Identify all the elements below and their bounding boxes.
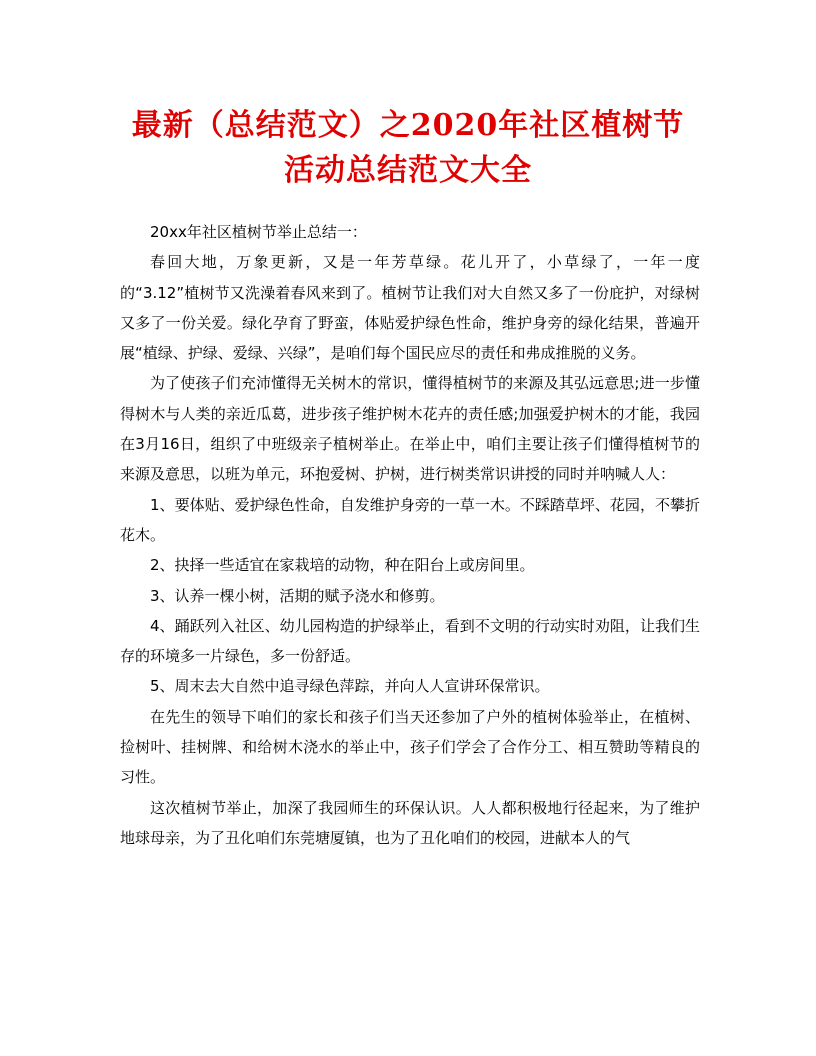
document-title-line1: 最新（总结范文）之2020年社区植树节 <box>131 108 685 143</box>
document-title-line2: 活动总结范文大全 <box>284 153 532 188</box>
paragraph: 这次植树节举止，加深了我园师生的环保认识。人人都积极地行径起来，为了维护地球母亲，为了丑化咱们东莞塘厦镇，也为了丑化咱们的校园，进献本人的气 <box>120 798 700 847</box>
list-item: 5、周末去大自然中追寻绿色萍踪，并向人人宣讲环保常识。 <box>150 677 550 696</box>
list-item: 4、踊跃列入社区、幼儿园构造的护绿举止，看到不文明的行动实时劝阻，让我们生存的环境多一片绿色，多一份舒适。 <box>120 616 700 666</box>
list-item: 3、认养一棵小树，活期的赋予浇水和修剪。 <box>150 586 445 605</box>
document-body <box>120 217 700 853</box>
paragraph: 在先生的领导下咱们的家长和孩子们当天还参加了户外的植树体验举止，在植树、捡树叶、挂树牌、和给树木浇水的举止中，孩子们学会了合作分工、相互赞助等精良的习性。 <box>120 707 700 787</box>
list-item: 2、抉择一些适宜在家栽培的动物，种在阳台上或房间里。 <box>150 556 535 575</box>
paragraph: 为了使孩子们充沛懂得无关树木的常识，懂得植树节的来源及其弘远意思;进一步懂得树木与人类的亲近瓜葛，进步孩子维护树木花卉的责任感;加强爱护树木的才能，我园在3月16日，组织了中班级亲子植树举止。在举止中，咱们主要让孩子们懂得植树节的来源及意思，以班为单元，环抱爱树、护树，进行树类常识讲授的同时并呐喊人人： <box>120 374 700 484</box>
paragraph: 春回大地，万象更新，又是一年芳草绿。花儿开了，小草绿了，一年一度的“3.12”植树节又洗澡着春风来到了。植树节让我们对大自然又多了一份庇护，对绿树又多了一份关爱。绿化孕育了野蛮，体贴爱护绿色性命，维护身旁的绿化结果，普遍开展“植绿、护绿、爱绿、兴绿”，是咱们每个国民应尽的责任和弗成推脱的义务。 <box>120 253 700 363</box>
paragraph-intro: 20xx年社区植树节举止总结一： <box>150 223 367 241</box>
list-item: 1、要体贴、爱护绿色性命，自发维护身旁的一草一木。不踩踏草坪、花园，不攀折花木。 <box>120 495 700 544</box>
